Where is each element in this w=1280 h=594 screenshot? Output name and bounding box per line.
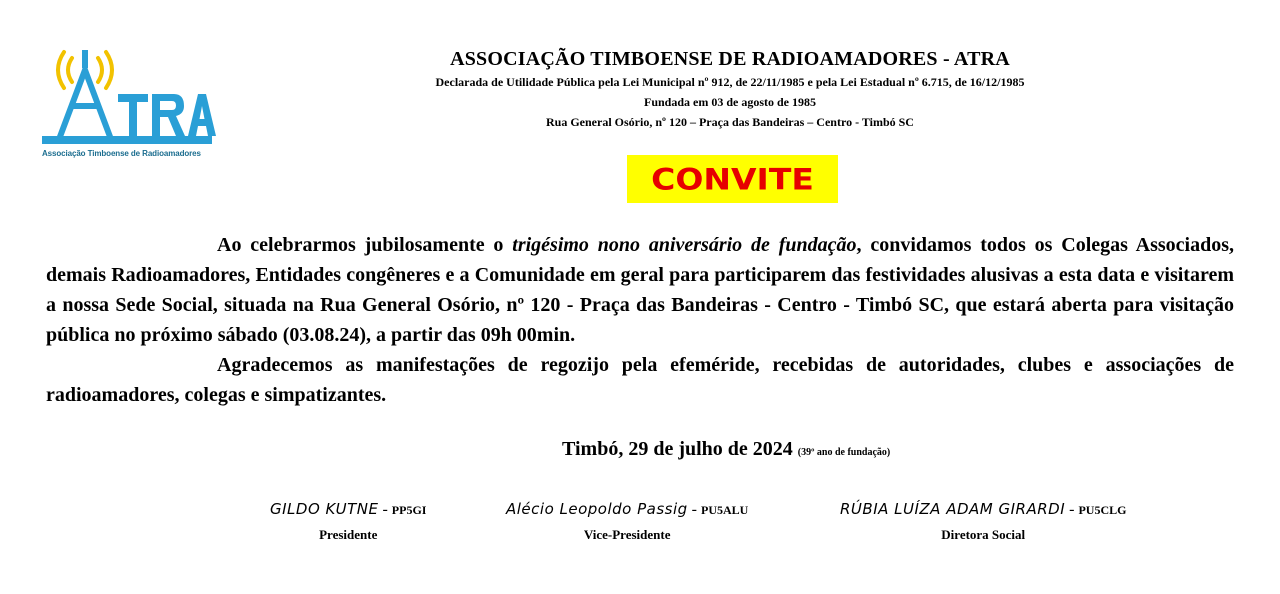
signature-callsign: PU5ALU: [701, 503, 749, 517]
signature-vice-president: Alécio Leopoldo Passig - PU5ALU Vice-Presidente: [506, 500, 749, 542]
atra-logo-graphic: [38, 44, 218, 162]
declaration-line: Declarada de Utilidade Pública pela Lei Municipal nº 912, de 22/11/1985 e pela Lei Estadual nº 6.715, de 16/12/1985: [435, 75, 1025, 89]
atra-logo: [38, 44, 218, 162]
organization-name: ASSOCIAÇÃO TIMBOENSE DE RADIOAMADORES - ATRA: [450, 48, 1010, 70]
signature-role: Presidente: [319, 527, 378, 542]
convite-banner: [627, 155, 838, 203]
address-line: Rua General Osório, nº 120 – Praça das Bandeiras – Centro - Timbó SC: [546, 115, 914, 129]
paragraph-1: [46, 230, 1234, 350]
logo-caption: Associação Timboense de Radioamadores: [42, 149, 201, 158]
antenna-tower-icon: [58, 50, 112, 142]
signature-name: RÚBIA LUÍZA ADAM GIRARDI: [840, 500, 1066, 518]
signature-name: Alécio Leopoldo Passig: [506, 500, 688, 518]
signature-callsign: PU5CLG: [1078, 503, 1127, 517]
date-note: (39º ano de fundação): [797, 447, 891, 458]
paragraph-1-start: Ao celebrarmos jubilosamente o: [217, 234, 513, 256]
founded-line: Fundada em 03 de agosto de 1985: [643, 95, 816, 109]
signature-social-director: RÚBIA LUÍZA ADAM GIRARDI - PU5CLG Diretora Social: [840, 500, 1127, 542]
paragraph-1-italic: trigésimo nono aniversário de fundação: [512, 234, 857, 256]
signature-name: GILDO KUTNE: [270, 500, 379, 518]
paragraph-1-end: , convidamos todos os Colegas Associados, demais Radioamadores, Entidades congêneres e a Comunidade em geral para participarem das festividades alusivas a esta data e visitarem a nossa Sede Social, situada na Rua General Osório, nº 120 - Praça das Bandeiras - Centro - Timbó SC, que estará aberta para visitação pública no próximo sábado (03.08.24), a partir das 09h 00min.: [46, 234, 1235, 346]
signature-president: GILDO KUTNE - PP5GI Presidente: [270, 500, 427, 542]
letterhead: [300, 46, 1160, 132]
date-text: Timbó, 29 de julho de 2024: [562, 438, 793, 460]
paragraph-2: Agradecemos as manifestações de regozijo pela efeméride, recebidas de autoridades, clubes e associações de radioamadores, colegas e simpatizantes.: [46, 354, 1234, 406]
convite-title: CONVITE: [651, 161, 814, 197]
signature-role: Diretora Social: [941, 527, 1026, 542]
invitation-body: [46, 230, 1234, 410]
signature-role: Vice-Presidente: [583, 527, 671, 542]
date-line: [562, 438, 890, 461]
signature-callsign: PP5GI: [391, 503, 427, 517]
